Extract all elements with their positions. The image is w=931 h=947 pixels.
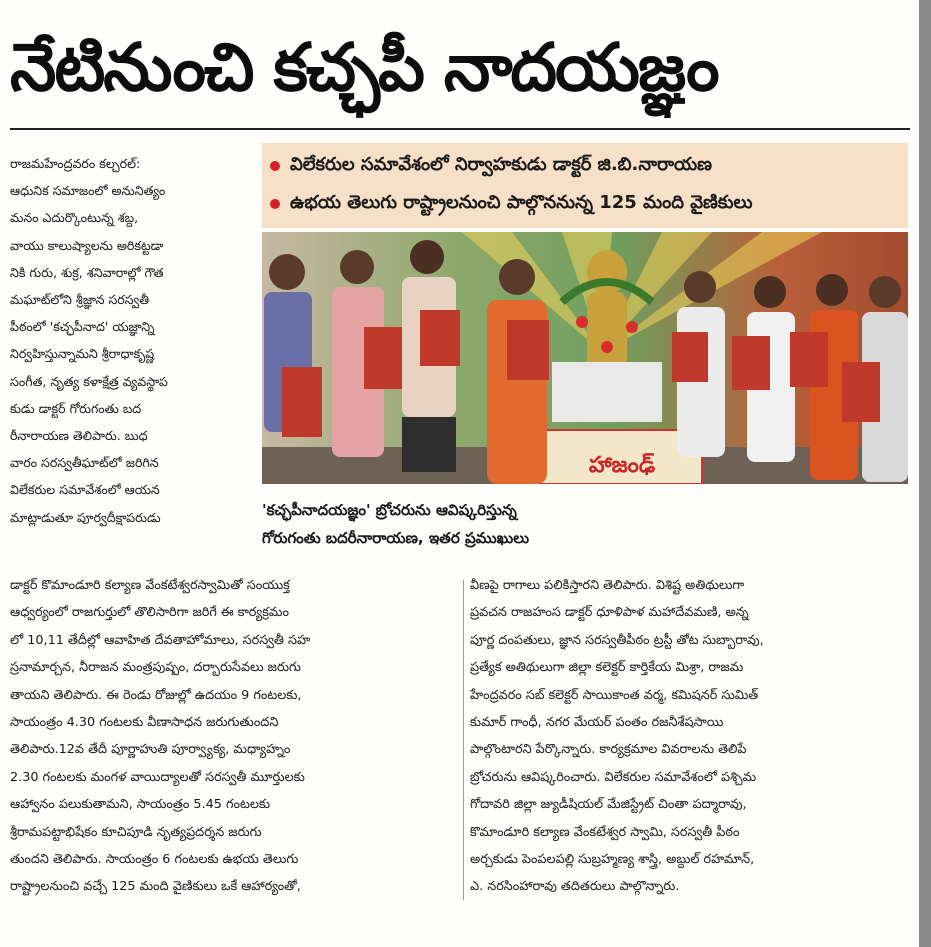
- text-line: ఆహ్వానం పలుకుతామని, సాయంత్రం 5.45 గంటలకు: [10, 797, 271, 813]
- event-photo: [262, 232, 908, 484]
- text-line: కొమాండూరి కల్యాణ వేంకటేశ్వర స్వామి, సరస్వతీ పీఠం: [470, 824, 740, 840]
- text-line: పూర్ణ దంపతులు, జ్ఞాన సరస్వతీపీఠం ట్రస్టీ తోట సుబ్బారావు,: [470, 632, 764, 648]
- bottom-left-column-text: [10, 572, 458, 910]
- text-line: బ్రోచరును ఆవిష్కరించారు. విలేకరుల సమావేశంలో పశ్చిమ: [470, 769, 757, 785]
- text-line: హేంద్రవరం సబ్ కలెక్టర్ సాయికాంత వర్మ, కమిషనర్ సుమిత్: [470, 687, 759, 703]
- headline-rule: [10, 128, 910, 130]
- highlight-text: విలేకరుల సమావేశంలో నిర్వాహకుడు డాక్టర్ జి.బి.నారాయణ: [290, 153, 712, 175]
- text-line: విలేకరుల సమావేశంలో ఆయన: [10, 482, 160, 498]
- text-line: రాజమహేంద్రవరం కల్చరల్:: [10, 156, 141, 171]
- photo-caption: [262, 496, 908, 556]
- text-line: రీనారాయణ తెలిపారు. బుధ: [10, 428, 148, 444]
- text-line: వాయు కాలుష్యాలను అరికట్టడా: [10, 237, 164, 253]
- banner-text: హాజంఢ్: [588, 453, 656, 478]
- text-line: డాక్టర్ కొమాండూరి కల్యాణ వేంకటేశ్వరస్వామితో సంయుక్త: [10, 578, 290, 593]
- text-line: ఆధునిక సమాజంలో అనునిత్యం: [10, 183, 166, 199]
- text-line: 2.30 గంటలకు మంగళ వాయిద్యాలతో సరస్వతీ మూర్తులకు: [10, 769, 305, 785]
- text-line: మనం ఎదుర్కొంటున్న శబ్ద,: [10, 210, 139, 226]
- text-line: సాయంత్రం 4.30 గంటలకు వీణాసాధన జరుగుతుందని: [10, 715, 279, 731]
- column-divider: [463, 580, 464, 900]
- caption-line: గోరుగంతు బదరీనారాయణ, ఇతర ప్రముఖులు: [262, 529, 530, 547]
- text-line: అర్చకుడు పెంపలపల్లి సుబ్రహ్మణ్య శాస్త్రి, అబ్దుల్ రహమాన్,: [470, 852, 755, 868]
- highlights-box: [262, 143, 908, 228]
- text-line: కుమార్ గాంధీ, నగర మేయర్ పంతం రజనీశేషసాయి: [470, 715, 724, 731]
- text-line: పీఠంలో 'కచ్ఛపీనాద' యజ్ఞాన్ని: [10, 319, 155, 335]
- text-line: ప్రవచన రాజహంస డాక్టర్ ధూళిపాళ మహాదేవమణి, అన్న: [470, 605, 749, 621]
- text-line: నిర్వహిస్తున్నామని శ్రీరాధాకృష్ణ: [10, 346, 155, 362]
- text-line: మఘాట్‌లోని శ్రీజ్ఞాన సరస్వతీ: [10, 292, 150, 308]
- text-line: కుడు డాక్టర్ గోరుగంతు బద: [10, 400, 142, 416]
- text-line: పాల్గొంటారని పేర్కొన్నారు. కార్యక్రమాల వివరాలను తెలిపే: [470, 742, 747, 758]
- photo-illustration: [262, 232, 908, 484]
- text-line: వీణపై రాగాలు పలికిస్తారని తెలిపారు. విశిష్ట అతిథులుగా: [470, 578, 745, 593]
- text-line: సంగీత, నృత్య కళాక్షేత్ర వ్యవస్థాప: [10, 373, 168, 389]
- bullet-icon: [270, 199, 280, 209]
- text-line: ఆధ్వర్యంలో రాజగుర్తులో తొలిసారిగా జరిగే ఈ కార్యక్రమం: [10, 605, 289, 621]
- text-line: నికి గురు, శుక్ర, శనివారాల్లో గౌత: [10, 264, 164, 280]
- headline: నేటినుంచి కచ్ఛపీ నాదయజ్ఞం: [10, 29, 718, 106]
- caption-line: 'కచ్ఛపీనాదయజ్ఞం' బ్రోచరును ఆవిష్కరిస్తున్న: [262, 501, 517, 519]
- text-line: గోదావరి జిల్లా జ్యుడీషియల్ మేజిస్ట్రేట్ చింతా పద్మారావు,: [470, 797, 747, 813]
- highlight-item: [270, 185, 900, 223]
- bottom-right-column-text: [470, 572, 910, 910]
- text-line: స్రనామార్చన, నీరాజన మంత్రపుష్పం, దర్బారుసేవలు జరుగు: [10, 660, 301, 676]
- text-line: మాట్లాడుతూ పూర్వదీక్షాపరుడు: [10, 509, 161, 525]
- highlight-text: ఉభయ తెలుగు రాష్ట్రాలనుంచి పాల్గొననున్న 125 మంది వైణికులు: [290, 191, 753, 213]
- text-line: ఎ. నరసింహారావు తదితరులు పాల్గొన్నారు.: [470, 879, 680, 895]
- text-line: లో 10,11 తేదీల్లో ఆవాహిత దేవతాహోమాలు, సరస్వతీ సహ: [10, 632, 311, 648]
- text-line: రాష్ట్రాలనుంచి వచ్చే 125 మంది వైణికులు ఒకే ఆహార్యంతో,: [10, 879, 301, 895]
- highlight-item: [270, 147, 900, 185]
- text-line: శ్రీరామపట్టాభిషేకం కూచిపూడి నృత్యప్రదర్శన జరుగు: [10, 824, 262, 840]
- text-line: తెలిపారు.12వ తేదీ పూర్ణాహుతి పూర్వ్యాక్య, మధ్యాహ్నం: [10, 742, 291, 758]
- text-line: వారం సరస్వతీఘాట్‌లో జరిగిన: [10, 455, 159, 471]
- left-column-text: [10, 150, 258, 572]
- text-line: తుందని తెలిపారు. సాయంత్రం 6 గంటలకు ఉభయ తెలుగు: [10, 852, 299, 868]
- text-line: తాయని తెలిపారు. ఈ రెండు రోజుల్లో ఉదయం 9 గంటలకు,: [10, 687, 302, 703]
- text-line: ప్రత్యేక అతిథులుగా జిల్లా కలెక్టర్ కార్తికేయ మిశ్రా, రాజమ: [470, 660, 744, 676]
- bullet-icon: [270, 161, 280, 171]
